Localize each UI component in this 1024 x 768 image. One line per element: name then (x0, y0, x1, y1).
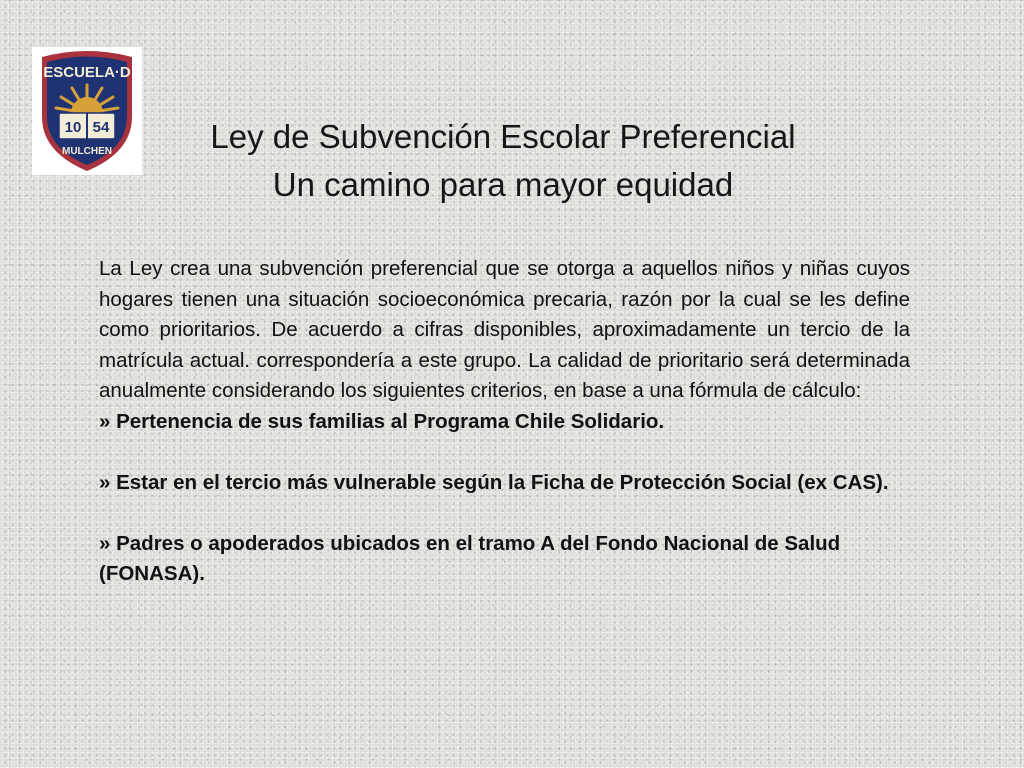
logo-number-left: 10 (64, 119, 82, 136)
bullet-spacer (99, 437, 910, 468)
intro-paragraph: La Ley crea una subvención preferencial que se otorga a aquellos niños y niñas cuyos hogares tienen una situación socioeconómica precaria, razón por la cual se les define como prioritarios. De acuerdo a cifras disponibles, aproximadamente un tercio de la matrícula actual. correspondería a este grupo. La calidad de prioritario será determinada anualmente considerando los siguientes criterios, en base a una fórmula de cálculo: (99, 257, 910, 402)
logo-number-right: 54 (92, 119, 110, 136)
logo-bottom-text: MULCHEN (62, 146, 112, 157)
slide-title (0, 113, 1006, 209)
bullet-spacer (99, 498, 910, 529)
title-line-1: Ley de Subvención Escolar Preferencial (210, 118, 796, 155)
logo-top-text: ESCUELA·D (43, 64, 131, 81)
criterion-bullet-1: » Pertenencia de sus familias al Programa Chile Solidario. (99, 409, 665, 433)
criterion-bullet-3: » Padres o apoderados ubicados en el tramo A del Fondo Nacional de Salud (FONASA). (99, 531, 841, 585)
title-line-2: Un camino para mayor equidad (272, 166, 734, 203)
slide-body (99, 254, 910, 590)
criterion-bullet-2: » Estar en el tercio más vulnerable según la Ficha de Protección Social (ex CAS). (99, 470, 889, 494)
